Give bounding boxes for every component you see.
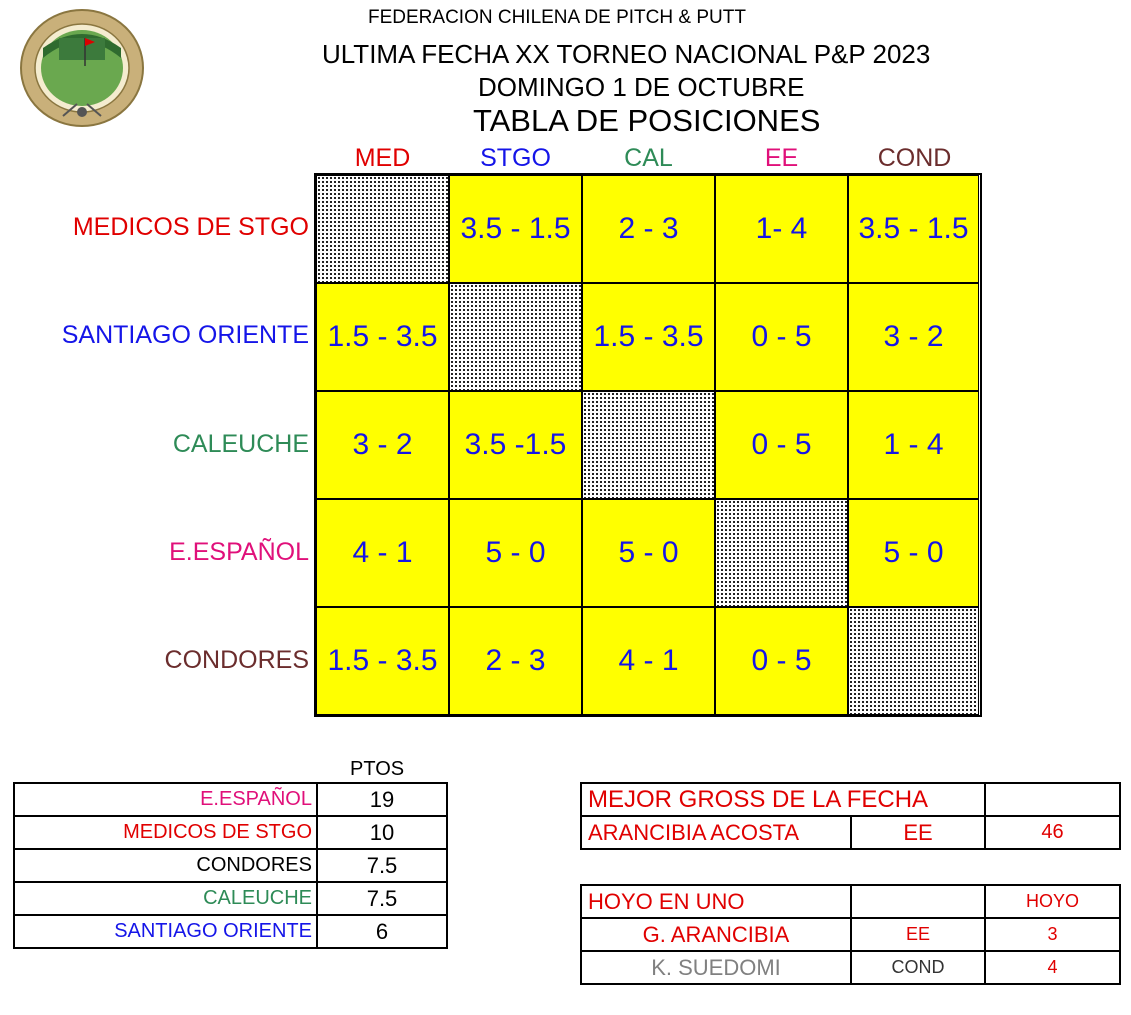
matrix-cell-self	[449, 283, 582, 391]
standings-team: SANTIAGO ORIENTE	[14, 915, 317, 948]
table-title: TABLA DE POSICIONES	[473, 103, 821, 138]
best-gross-table	[580, 782, 1121, 850]
best-gross-player: ARANCIBIA ACOSTA	[581, 816, 851, 849]
col-header-stgo: STGO	[480, 144, 551, 172]
standings-header: PTOS	[350, 758, 405, 780]
matrix-cell-self	[715, 499, 848, 607]
matrix-cell-score: 2 - 3	[582, 175, 715, 283]
hole-in-one-club: COND	[851, 951, 985, 984]
matrix-cell-score: 3 - 2	[316, 391, 449, 499]
matrix-cell-score: 1- 4	[715, 175, 848, 283]
event-date: DOMINGO 1 DE OCTUBRE	[478, 72, 805, 102]
standings-points: 19	[317, 783, 447, 816]
table-row	[581, 951, 1120, 984]
table-row	[14, 849, 447, 882]
hole-in-one-player: G. ARANCIBIA	[581, 918, 851, 951]
col-header-med: MED	[354, 144, 411, 172]
table-row	[14, 882, 447, 915]
matrix-cell-score: 1.5 - 3.5	[316, 283, 449, 391]
matrix-cell-score: 1.5 - 3.5	[316, 607, 449, 715]
hole-in-one-table	[580, 884, 1121, 985]
row-label-condores: CONDORES	[164, 646, 309, 674]
col-header-cond: COND	[877, 144, 952, 172]
matrix-cell-score: 5 - 0	[848, 499, 979, 607]
table-row	[581, 783, 1120, 816]
best-gross-club: EE	[851, 816, 985, 849]
matrix-cell-score: 3.5 - 1.5	[449, 175, 582, 283]
matrix-cell-score: 5 - 0	[582, 499, 715, 607]
matrix-cell-score: 0 - 5	[715, 283, 848, 391]
matrix-cell-score: 1 - 4	[848, 391, 979, 499]
table-row	[14, 816, 447, 849]
matrix-cell-score: 4 - 1	[582, 607, 715, 715]
matrix-cell-score: 3.5 -1.5	[449, 391, 582, 499]
standings-points: 10	[317, 816, 447, 849]
matrix-cell-self	[848, 607, 979, 715]
hole-in-one-empty-cell	[851, 885, 985, 918]
row-label-santiago-oriente: SANTIAGO ORIENTE	[61, 321, 309, 349]
hole-in-one-hole: 4	[985, 951, 1120, 984]
hole-column-header: HOYO	[985, 885, 1120, 918]
standings-team: E.ESPAÑOL	[14, 783, 317, 816]
best-gross-empty-cell	[985, 783, 1120, 816]
matrix-cell-score: 4 - 1	[316, 499, 449, 607]
federation-seal-icon	[19, 8, 145, 128]
col-header-ee: EE	[764, 144, 799, 172]
best-gross-score: 46	[985, 816, 1120, 849]
table-row	[581, 885, 1120, 918]
standings-points: 7.5	[317, 882, 447, 915]
standings-points: 6	[317, 915, 447, 948]
matrix-cell-score: 3.5 - 1.5	[848, 175, 979, 283]
row-label-e-espanol: E.ESPAÑOL	[169, 538, 309, 566]
hole-in-one-player: K. SUEDOMI	[581, 951, 851, 984]
results-matrix	[314, 173, 982, 717]
hole-in-one-hole: 3	[985, 918, 1120, 951]
matrix-cell-score: 2 - 3	[449, 607, 582, 715]
matrix-cell-self	[316, 175, 449, 283]
matrix-cell-score: 5 - 0	[449, 499, 582, 607]
standings-team: CALEUCHE	[14, 882, 317, 915]
matrix-cell-score: 1.5 - 3.5	[582, 283, 715, 391]
matrix-cell-score: 0 - 5	[715, 607, 848, 715]
best-gross-title: MEJOR GROSS DE LA FECHA	[581, 783, 985, 816]
standings-team: MEDICOS DE STGO	[14, 816, 317, 849]
matrix-cell-score: 3 - 2	[848, 283, 979, 391]
table-row	[581, 816, 1120, 849]
table-row	[581, 918, 1120, 951]
col-header-cal: CAL	[624, 144, 673, 172]
event-title: ULTIMA FECHA XX TORNEO NACIONAL P&P 2023	[322, 39, 931, 69]
standings-points: 7.5	[317, 849, 447, 882]
matrix-cell-self	[582, 391, 715, 499]
standings-team: CONDORES	[14, 849, 317, 882]
table-row	[14, 783, 447, 816]
matrix-cell-score: 0 - 5	[715, 391, 848, 499]
row-label-caleuche: CALEUCHE	[172, 430, 309, 458]
hole-in-one-title: HOYO EN UNO	[581, 885, 851, 918]
federation-title: FEDERACION CHILENA DE PITCH & PUTT	[368, 7, 746, 28]
table-row	[14, 915, 447, 948]
hole-in-one-club: EE	[851, 918, 985, 951]
row-label-medicos: MEDICOS DE STGO	[72, 213, 309, 241]
standings-table	[13, 782, 448, 949]
